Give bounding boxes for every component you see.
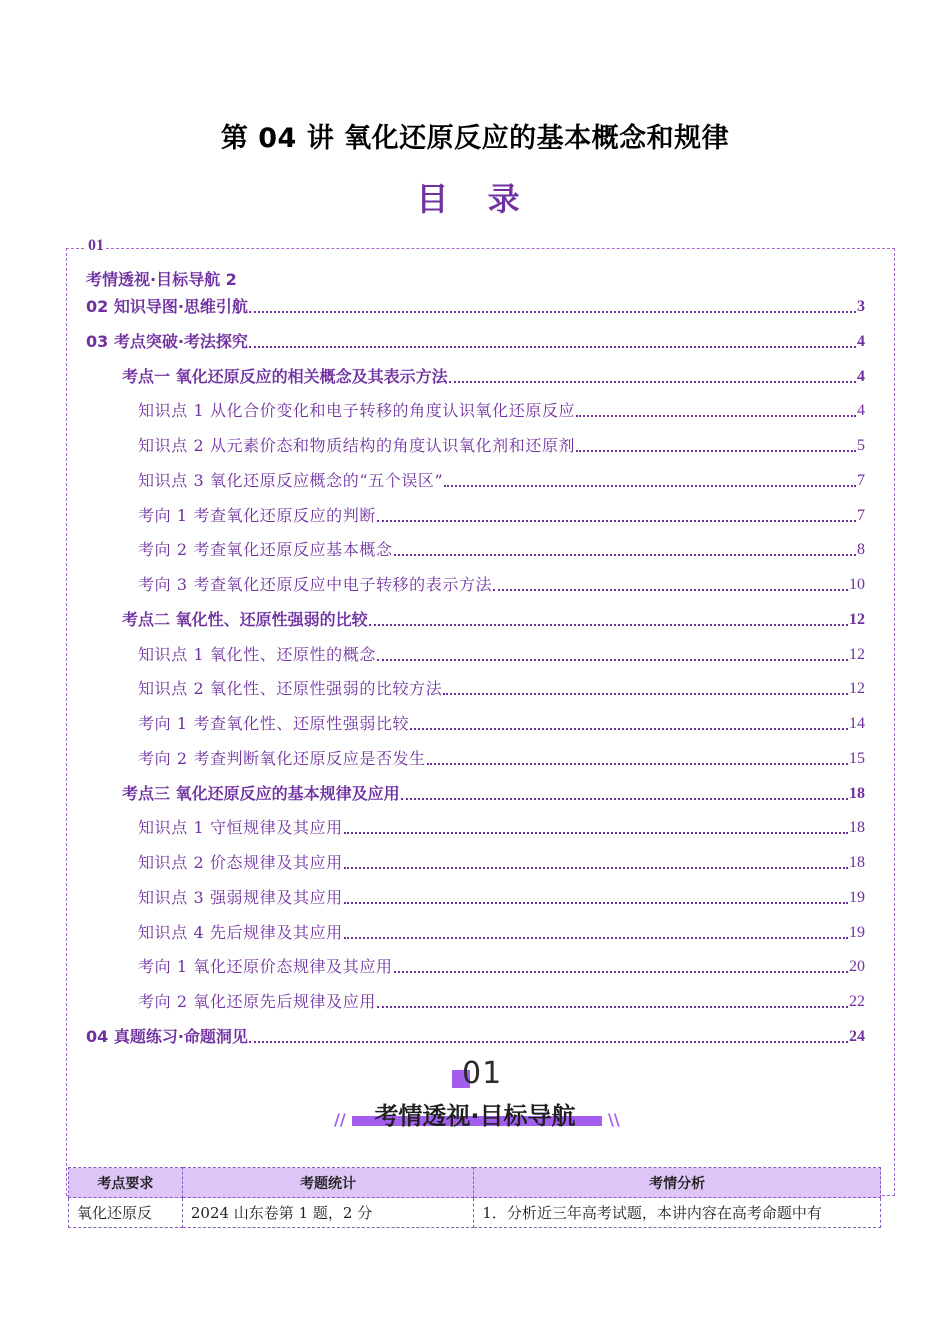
toc-entry-label: 考向 1 考查氧化性、还原性强弱比较 xyxy=(138,714,410,733)
toc-leader-dots xyxy=(344,937,848,939)
toc-entry-page: 4 xyxy=(857,368,865,385)
toc-leader-dots xyxy=(369,624,848,626)
toc-leader-dots xyxy=(249,311,856,313)
toc-entry-page: 18 xyxy=(849,819,865,836)
column-header: 考点要求 xyxy=(69,1168,183,1198)
toc-entry[interactable] xyxy=(138,954,865,978)
toc-entry-label: 考向 2 考查氧化还原反应基本概念 xyxy=(138,540,393,559)
toc-entry-page: 12 xyxy=(849,611,865,628)
table-cell: 氧化还原反 xyxy=(69,1198,183,1228)
toc-entry[interactable] xyxy=(138,815,865,839)
toc-entry-page: 22 xyxy=(849,993,865,1010)
section-title: 考情透视·目标导航 xyxy=(374,1102,576,1130)
toc-entry[interactable] xyxy=(86,329,865,353)
table-cell: 2024 山东卷第 1 题，2 分 xyxy=(182,1198,473,1228)
toc-entry[interactable] xyxy=(86,267,865,291)
toc-entry[interactable] xyxy=(86,1024,865,1048)
section-badge xyxy=(330,1056,620,1136)
slash-left-decoration: // xyxy=(334,1110,346,1129)
toc-entry[interactable] xyxy=(138,537,865,561)
column-header: 考情分析 xyxy=(474,1168,881,1198)
toc-leader-dots xyxy=(394,971,848,973)
slash-right-decoration: \\ xyxy=(608,1110,620,1129)
toc-entry-label: 考向 2 考查判断氧化还原反应是否发生 xyxy=(138,749,426,768)
toc-entry-page: 4 xyxy=(857,402,865,419)
toc-entry-label: 考向 1 考查氧化还原反应的判断 xyxy=(138,506,376,525)
toc-entry[interactable] xyxy=(122,607,865,631)
toc-entry-label: 知识点 1 守恒规律及其应用 xyxy=(138,818,343,837)
lesson-title: 第 04 讲 氧化还原反应的基本概念和规律 xyxy=(220,123,730,154)
toc-entry[interactable] xyxy=(138,572,865,596)
toc-entry[interactable] xyxy=(138,746,865,770)
toc-leader-dots xyxy=(344,902,848,904)
toc-entry-page: 20 xyxy=(849,958,865,975)
toc-entry-label: 知识点 1 从化合价变化和电子转移的角度认识氧化还原反应 xyxy=(138,401,576,420)
toc-entry-label: 考情透视·目标导航 2 xyxy=(86,270,237,289)
toc-leader-dots xyxy=(410,728,848,730)
toc-entry[interactable] xyxy=(138,468,865,492)
toc-entry-page: 24 xyxy=(849,1028,865,1045)
toc-entry-label: 考点二 氧化性、还原性强弱的比较 xyxy=(122,610,368,629)
toc-entry[interactable] xyxy=(122,364,865,388)
toc-leader-dots xyxy=(427,763,848,765)
toc-leader-dots xyxy=(443,693,848,695)
toc-leader-dots xyxy=(449,381,856,383)
toc-leader-dots xyxy=(377,1006,848,1008)
toc-leader-dots xyxy=(444,485,856,487)
toc-entry-label: 考向 2 氧化还原先后规律及应用 xyxy=(138,992,376,1011)
toc-entry-page: 14 xyxy=(849,715,865,732)
toc-entry[interactable] xyxy=(138,642,865,666)
toc-entry-label: 考点三 氧化还原反应的基本规律及应用 xyxy=(122,784,400,803)
toc-section-number: 01 xyxy=(88,237,104,254)
toc-entry-page: 12 xyxy=(849,680,865,697)
toc-entry-label: 03 考点突破·考法探究 xyxy=(86,332,248,351)
toc-entry-label: 考点一 氧化还原反应的相关概念及其表示方法 xyxy=(122,367,448,386)
toc-entry-label: 知识点 4 先后规律及其应用 xyxy=(138,923,343,942)
toc-entry[interactable] xyxy=(138,711,865,735)
toc-leader-dots xyxy=(493,589,848,591)
toc-entry-page: 19 xyxy=(849,889,865,906)
toc-entry-label: 考向 3 考查氧化还原反应中电子转移的表示方法 xyxy=(138,575,493,594)
toc-entry-page: 18 xyxy=(849,854,865,871)
column-header: 考题统计 xyxy=(182,1168,473,1198)
toc-entry[interactable] xyxy=(138,989,865,1013)
toc-entry-page: 3 xyxy=(857,298,865,315)
toc-heading: 目 录 xyxy=(416,180,534,218)
toc-entry-label: 知识点 3 氧化还原反应概念的“五个误区” xyxy=(138,471,444,490)
toc-entry-page: 15 xyxy=(849,750,865,767)
toc-entry-page: 19 xyxy=(849,924,865,941)
toc-entry-label: 知识点 2 价态规律及其应用 xyxy=(138,853,343,872)
toc-entry-page: 7 xyxy=(857,472,865,489)
toc-entry[interactable] xyxy=(138,850,865,874)
table-header-row xyxy=(69,1168,881,1198)
toc-entry-label: 知识点 1 氧化性、还原性的概念 xyxy=(138,645,376,664)
toc-entry-label: 知识点 2 从元素价态和物质结构的角度认识氧化剂和还原剂 xyxy=(138,436,576,455)
toc-entry[interactable] xyxy=(138,398,865,422)
toc-entry[interactable] xyxy=(122,781,865,805)
toc-entry[interactable] xyxy=(138,433,865,457)
toc-leader-dots xyxy=(576,450,856,452)
toc-leader-dots xyxy=(249,346,856,348)
toc-leader-dots xyxy=(394,554,856,556)
toc-entry[interactable] xyxy=(86,294,865,318)
toc-entry[interactable] xyxy=(138,676,865,700)
table-row xyxy=(69,1198,881,1228)
toc-entry-page: 10 xyxy=(849,576,865,593)
toc-entry-page: 4 xyxy=(857,333,865,350)
toc-leader-dots xyxy=(344,832,848,834)
toc-leader-dots xyxy=(377,520,856,522)
toc-entry-label: 考向 1 氧化还原价态规律及其应用 xyxy=(138,957,393,976)
toc-entry-page: 12 xyxy=(849,646,865,663)
toc-entry-page: 8 xyxy=(857,541,865,558)
toc-entry-page: 7 xyxy=(857,507,865,524)
toc-leader-dots xyxy=(249,1041,848,1043)
toc-entry-page: 5 xyxy=(857,437,865,454)
exam-analysis-table xyxy=(68,1167,881,1228)
toc-leader-dots xyxy=(401,798,848,800)
toc-entry-label: 知识点 2 氧化性、还原性强弱的比较方法 xyxy=(138,679,443,698)
section-number: 01 xyxy=(462,1056,503,1091)
toc-entry[interactable] xyxy=(138,920,865,944)
table-cell: 1．分析近三年高考试题，本讲内容在高考命题中有 xyxy=(474,1198,881,1228)
toc-entry-page: 18 xyxy=(849,785,865,802)
toc-entry[interactable] xyxy=(138,885,865,909)
toc-leader-dots xyxy=(576,415,856,417)
toc-entry-label: 04 真题练习·命题洞见 xyxy=(86,1027,248,1046)
toc-leader-dots xyxy=(377,659,848,661)
toc-leader-dots xyxy=(344,867,848,869)
toc-entry-label: 知识点 3 强弱规律及其应用 xyxy=(138,888,343,907)
toc-entry-label: 02 知识导图·思维引航 xyxy=(86,297,248,316)
toc-entry[interactable] xyxy=(138,503,865,527)
